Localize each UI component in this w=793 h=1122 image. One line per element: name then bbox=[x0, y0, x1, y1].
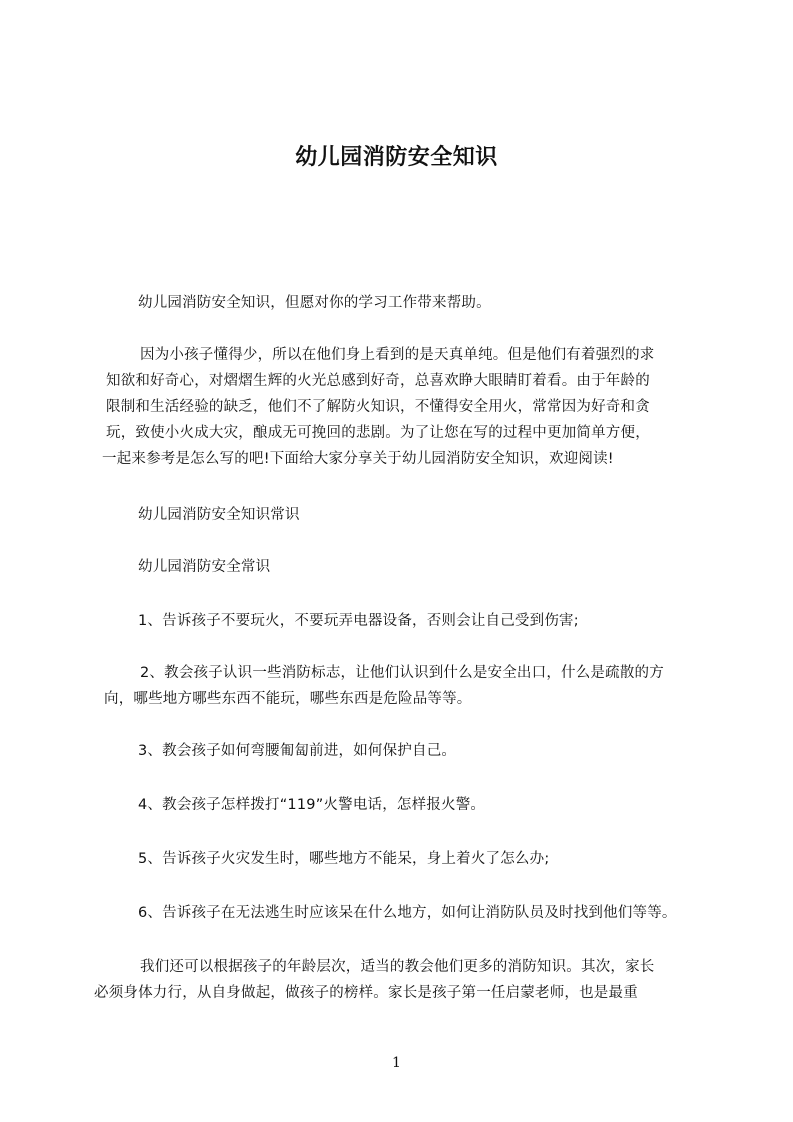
paragraph-line: 幼儿园消防安全知识常识 bbox=[138, 507, 300, 523]
paragraph-line: 必须身体力行，从自身做起，做孩子的榜样。家长是孩子第一任启蒙老师，也是最重 bbox=[94, 985, 638, 1001]
paragraph-line: 因为小孩子懂得少，所以在他们身上看到的是天真单纯。但是他们有着强烈的求 bbox=[140, 347, 655, 363]
list-item-3 bbox=[100, 738, 756, 764]
paragraph-line: 4、教会孩子怎样拨打“119”火警电话，怎样报火警。 bbox=[138, 797, 486, 813]
paragraph-background bbox=[102, 342, 724, 472]
paragraph-line: 6、告诉孩子在无法逃生时应该呆在什么地方，如何让消防队员及时找到他们等等。 bbox=[138, 905, 677, 921]
section-subheading bbox=[100, 554, 756, 580]
list-item-6 bbox=[100, 900, 756, 926]
paragraph-line: 3、教会孩子如何弯腰匍匐前进，如何保护自己。 bbox=[138, 743, 457, 759]
paragraph-line: 2、教会孩子认识一些消防标志，让他们认识到什么是安全出口，什么是疏散的方 bbox=[140, 665, 664, 681]
list-item-5 bbox=[100, 846, 756, 872]
paragraph-closing bbox=[94, 954, 712, 1006]
paragraph-line: 5、告诉孩子火灾发生时，哪些地方不能呆，身上着火了怎么办; bbox=[138, 851, 550, 867]
page-number: 1 bbox=[392, 1055, 401, 1071]
paragraph-line: 一起来参考是怎么写的吧!下面给大家分享关于幼儿园消防安全知识，欢迎阅读! bbox=[102, 451, 614, 467]
list-item-4 bbox=[100, 792, 756, 818]
list-item-1 bbox=[100, 608, 756, 634]
paragraph-line: 1、告诉孩子不要玩火，不要玩弄电器设备，否则会让自己受到伤害; bbox=[138, 613, 579, 629]
paragraph-intro bbox=[100, 290, 756, 316]
section-heading bbox=[100, 502, 756, 528]
document-title: 幼儿园消防安全知识 bbox=[295, 145, 498, 170]
paragraph-line: 向，哪些地方哪些东西不能玩，哪些东西是危险品等等。 bbox=[104, 691, 472, 707]
paragraph-line: 幼儿园消防安全常识 bbox=[138, 559, 271, 575]
paragraph-line: 幼儿园消防安全知识，但愿对你的学习工作带来帮助。 bbox=[138, 295, 491, 311]
paragraph-line: 玩，致使小火成大灾，酿成无可挽回的悲剧。为了让您在写的过程中更加简单方便， bbox=[106, 425, 650, 441]
paragraph-line: 限制和生活经验的缺乏，他们不了解防火知识，不懂得安全用火，常常因为好奇和贪 bbox=[106, 399, 650, 415]
list-item-2 bbox=[104, 660, 722, 712]
paragraph-line: 我们还可以根据孩子的年龄层次，适当的教会他们更多的消防知识。其次，家长 bbox=[140, 959, 655, 975]
paragraph-line: 知欲和好奇心，对熠熠生辉的火光总感到好奇，总喜欢睁大眼睛盯着看。由于年龄的 bbox=[106, 373, 650, 389]
